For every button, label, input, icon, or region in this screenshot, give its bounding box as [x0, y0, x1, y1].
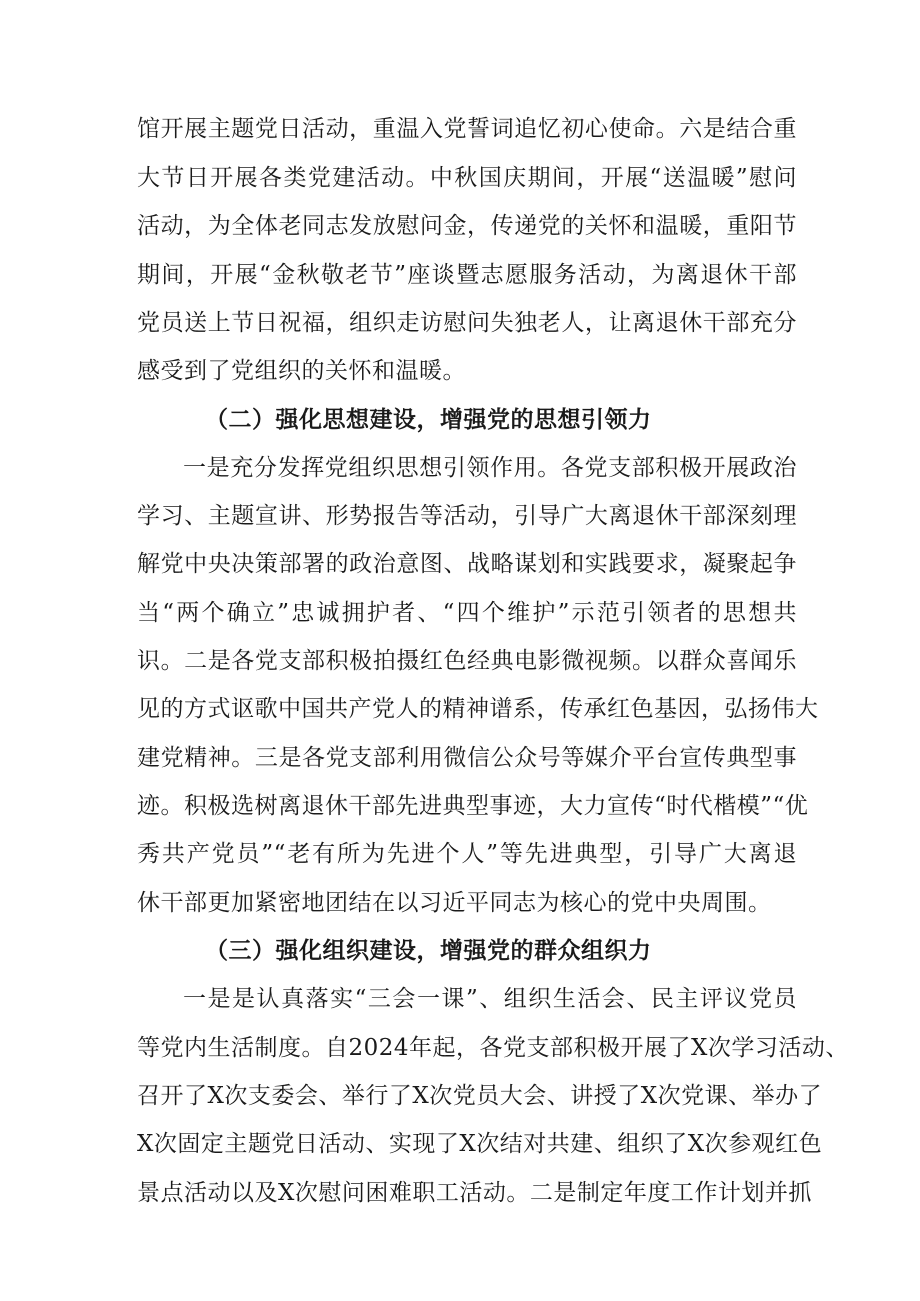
paragraph-line: X次固定主题党日活动、实现了X次结对共建、组织了X次参观红色	[137, 1131, 823, 1157]
paragraph-line: 见的方式讴歌中国共产党人的精神谱系，传承红色基因，弘扬伟大	[137, 696, 819, 722]
section-heading: （二）强化思想建设，增强党的思想引领力	[205, 406, 652, 433]
paragraph-line: 建党精神。三是各党支部利用微信公众号等媒介平台宣传典型事	[137, 745, 797, 771]
paragraph-line: 大节日开展各类党建活动。中秋国庆期间，开展“送温暖”慰问	[137, 165, 797, 191]
paragraph-line: 当“两个确立”忠诚拥护者、“四个维护”示范引领者的思想共	[137, 600, 797, 626]
paragraph-line: 召开了X次支委会、举行了X次党员大会、讲授了X次党课、举办了	[137, 1083, 823, 1109]
paragraph-line: 学习、主题宣讲、形势报告等活动，引导广大离退休干部深刻理	[137, 503, 797, 529]
paragraph-line: 一是充分发挥党组织思想引领作用。各党支部积极开展政治	[183, 455, 797, 481]
paragraph-line: 解党中央决策部署的政治意图、战略谋划和实践要求，凝聚起争	[137, 551, 797, 577]
paragraph-line: 迹。积极选树离退休干部先进典型事迹，大力宣传“时代楷模”“优	[137, 793, 809, 819]
paragraph-line: 识。二是各党支部积极拍摄红色经典电影微视频。以群众喜闻乐	[137, 648, 797, 674]
paragraph-line: 景点活动以及X次慰问困难职工活动。二是制定年度工作计划并抓	[137, 1180, 812, 1206]
paragraph-line: 秀共产党员”“老有所为先进个人”等先进典型，引导广大离退	[137, 841, 797, 867]
paragraph-line: 一是是认真落实“三会一课”、组织生活会、民主评议党员	[183, 986, 797, 1012]
paragraph-line: 馆开展主题党日活动，重温入党誓词追忆初心使命。六是结合重	[137, 116, 797, 142]
paragraph-line: 休干部更加紧密地团结在以习近平同志为核心的党中央周围。	[137, 890, 772, 916]
paragraph-line: 党员送上节日祝福，组织走访慰问失独老人，让离退休干部充分	[137, 310, 797, 336]
paragraph-line: 活动，为全体老同志发放慰问金，传递党的关怀和温暖，重阳节	[137, 213, 797, 239]
paragraph-line: 感受到了党组织的关怀和温暖。	[137, 358, 466, 384]
section-heading: （三）强化组织建设，增强党的群众组织力	[205, 937, 652, 964]
paragraph-line: 等党内生活制度。自2024年起，各党支部积极开展了X次学习活动、	[137, 1035, 849, 1061]
paragraph-line: 期间，开展“金秋敬老节”座谈暨志愿服务活动，为离退休干部	[137, 262, 797, 288]
